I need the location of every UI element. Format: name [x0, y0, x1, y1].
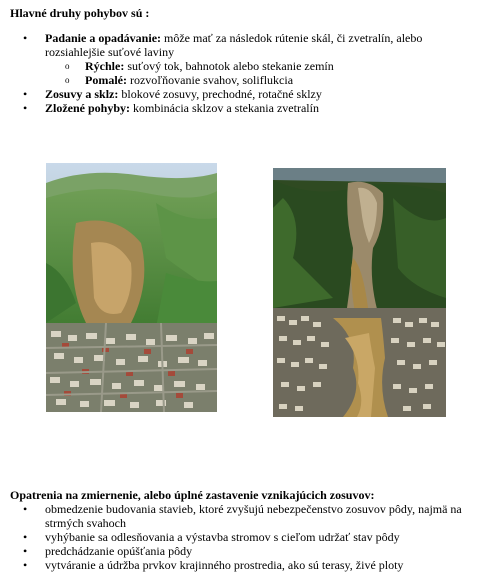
list-item [45, 87, 322, 101]
term-complex: Zložené pohyby: [45, 101, 131, 115]
term-falling: Padanie a opadávanie: [45, 31, 162, 45]
list-item [45, 31, 422, 45]
list-item: • obmedzenie budovania stavieb, ktoré zvyšujú nebezpečenstvo zosuvov pôdy, najmä na [45, 502, 462, 516]
sub-item [85, 73, 293, 87]
list-item: • vyhýbanie sa odlesňovania a výstavba stromov s cieľom udržať stav pôdy [45, 530, 400, 544]
list-item: • vytváranie a údržba prvkov krajinného prostredia, ako sú terasy, živé ploty [45, 558, 403, 572]
page-title: Hlavné druhy pohybov sú : [10, 6, 150, 20]
desc-fast: suťový tok, bahnotok alebo stekanie zemín [124, 59, 334, 73]
measures-title: Opatrenia na zmiernenie, alebo úplné zastavenie vznikajúcich zosuvov: [10, 488, 375, 502]
term-slides: Zosuvy a sklz: [45, 87, 119, 101]
list-item [45, 101, 319, 115]
desc-falling: môže mať za následok rútenie skál, či zvetralín, alebo [161, 31, 423, 45]
list-item: • predchádzanie opúšťania pôdy [45, 544, 192, 558]
term-slow: Pomalé: [85, 73, 127, 87]
term-fast: Rýchle: [85, 59, 125, 73]
landslide-forest-photo [273, 168, 446, 417]
sub-item [85, 59, 334, 73]
landslide-hills-photo [46, 163, 217, 412]
desc-slow: rozvoľňovanie svahov, soliflukcia [126, 73, 294, 87]
desc-complex: kombinácia sklzov a stekania zvetralín [130, 101, 319, 115]
desc-slides: blokové zosuvy, prechodné, rotačné sklzy [118, 87, 322, 101]
list-item-continuation: strmých svahoch [45, 516, 126, 530]
list-item-continuation: rozsiahlejšie suťové laviny [45, 45, 175, 59]
